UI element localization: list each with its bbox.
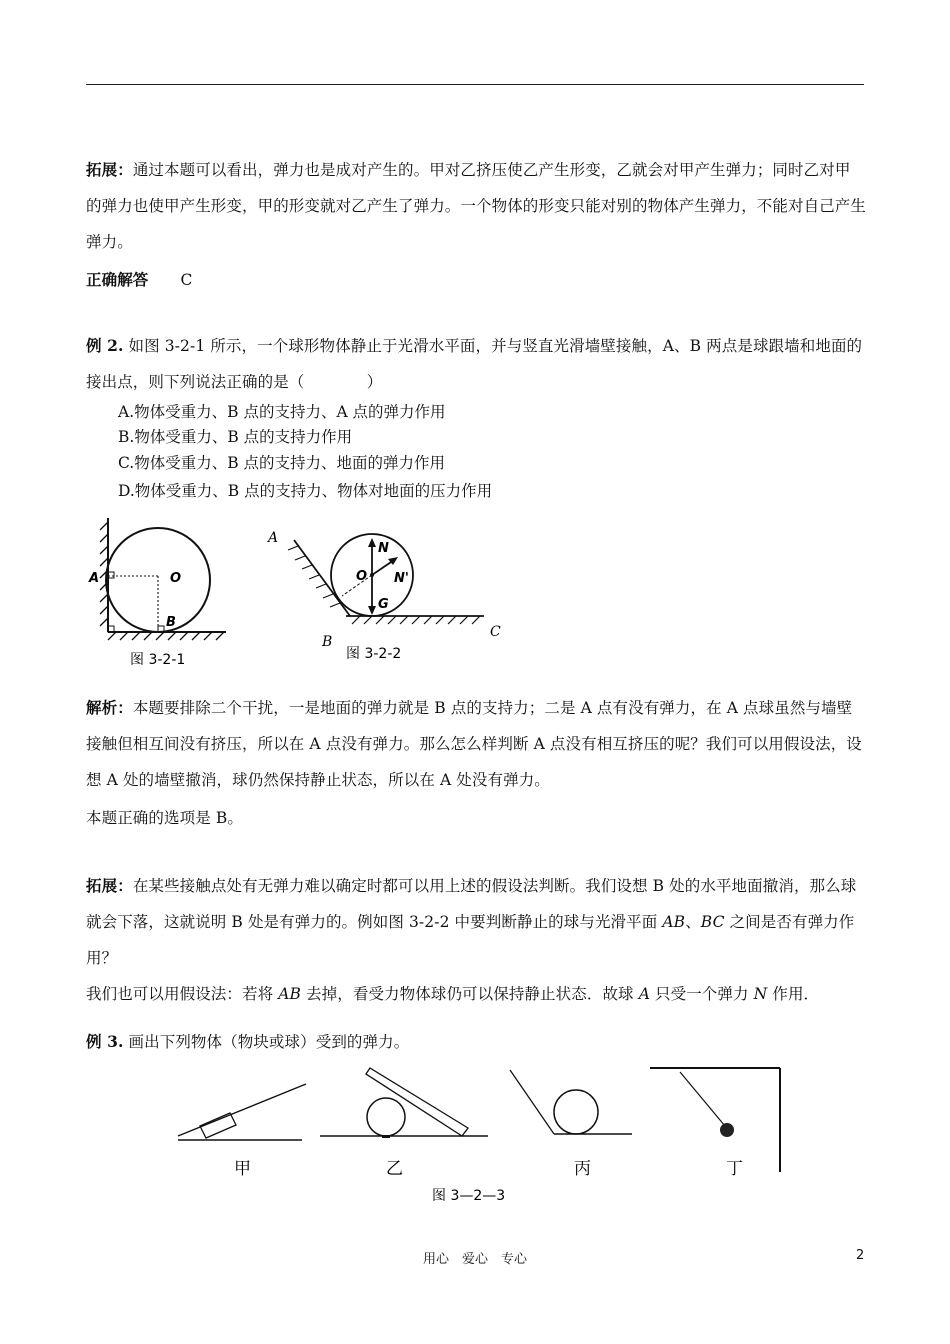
- line2-text-c: 只受一个弹力: [649, 985, 754, 1003]
- line2-ab: AB: [278, 985, 302, 1003]
- example-2-text: 如图 3-2-1 所示，一个球形物体静止于光滑水平面，并与竖直光滑墙壁接触，A、B 两点是球跟墙和地面的接出点，则下列说法正确的是（ ）: [86, 337, 863, 391]
- label-bing: 丙: [574, 1159, 591, 1179]
- example-3-label: 例 3.: [86, 1032, 124, 1051]
- line2-a: A: [638, 985, 650, 1003]
- example-3-stem: [86, 1024, 866, 1060]
- figure-3-2-1-drawing: [86, 508, 236, 673]
- figure-3-2-2: [262, 518, 512, 668]
- line2-text-b: 去掉，看受力物体球仍可以保持静止状态．故球: [301, 985, 639, 1003]
- answer-label: 正确解答: [86, 270, 149, 289]
- example-2-label: 例 2.: [86, 336, 124, 355]
- line2-text-d: 作用．: [767, 985, 820, 1003]
- label-ding: 丁: [726, 1159, 743, 1179]
- analysis-label: 解析：: [86, 698, 133, 717]
- figure-3-2-1: [86, 508, 236, 673]
- analysis-conclusion: 本题正确的选项是 B。: [86, 809, 243, 827]
- extension-label: 拓展：: [86, 160, 133, 179]
- option-a: A.物体受重力、B 点的支持力、A 点的弹力作用: [118, 403, 446, 421]
- analysis-paragraph: [86, 690, 866, 798]
- figure-3-2-1-caption: 图 3-2-1: [130, 652, 186, 668]
- option-d: D.物体受重力、B 点的支持力、物体对地面的压力作用: [118, 482, 493, 500]
- label-o: O: [356, 569, 368, 584]
- extension-2-text-a: 在某些接触点处有无弹力难以确定时都可以用上述的假设法判断。我们设想 B 处的水平地面撤消，那么球就会下落，这就说明 B 处是有弹力的。例如图 3-2-2 中要判断静止的球与光滑平面: [86, 877, 857, 931]
- line2-n: N: [753, 985, 768, 1003]
- extension-2-text-b: 之间是否有弹力作用？: [86, 913, 855, 967]
- segment-bc: BC: [700, 913, 725, 931]
- extension-paragraph-1: [86, 152, 866, 260]
- option-c: C.物体受重力、B 点的支持力、地面的弹力作用: [118, 454, 446, 472]
- line2-text-a: 我们也可以用假设法：若将: [86, 985, 279, 1003]
- extension-paragraph-2: [86, 868, 866, 976]
- label-b: B: [166, 615, 176, 630]
- segment-ab: AB: [662, 913, 686, 931]
- label-b: B: [322, 634, 333, 650]
- extension-paragraph-2-line-2: [86, 976, 866, 1012]
- figure-3-2-3-caption: 图 3—2—3: [432, 1188, 506, 1204]
- label-yi: 乙: [386, 1159, 403, 1179]
- option-b: B.物体受重力、B 点的支持力作用: [118, 428, 353, 446]
- extension-2-label: 拓展：: [86, 876, 133, 895]
- separator: 、: [685, 913, 701, 931]
- label-g: G: [378, 597, 389, 612]
- figure-3-2-2-drawing: [262, 518, 512, 668]
- figure-3-2-3: [170, 1062, 790, 1212]
- page-number: 2: [856, 1248, 865, 1263]
- correct-answer: [86, 262, 866, 298]
- example-3-text: 画出下列物体（物块或球）受到的弹力。: [128, 1033, 410, 1051]
- label-n: N: [378, 541, 389, 556]
- label-jia: 甲: [234, 1159, 251, 1179]
- header-rule: [86, 84, 864, 85]
- example-2-stem: [86, 328, 866, 400]
- extension-text: 通过本题可以看出，弹力也是成对产生的。甲对乙挤压使乙产生形变，乙就会对甲产生弹力；同时乙对甲的弹力也使甲产生形变，甲的形变就对乙产生了弹力。一个物体的形变只能对别的物体产生弹力，不能对自己产生弹力。: [86, 161, 867, 251]
- label-c: C: [490, 624, 501, 640]
- answer-value: C: [180, 271, 193, 289]
- label-a: A: [268, 530, 279, 546]
- analysis-text: 本题要排除二个干扰，一是地面的弹力就是 B 点的支持力；二是 A 点有没有弹力，在 A 点球虽然与墙壁接触但相互间没有挤压，所以在 A 点没有弹力。那么怎么样判断 A 点没有相互挤压的呢？我们可以用假设法，设想 A 处的墙壁撤消，球仍然保持静止状态，所以在 A 处没有弹力。: [86, 699, 862, 789]
- label-n-prime: N': [394, 571, 409, 586]
- figure-3-2-2-caption: 图 3-2-2: [346, 646, 402, 662]
- label-a: A: [89, 571, 100, 586]
- label-o: O: [170, 571, 182, 586]
- figure-3-2-3-drawing: [170, 1062, 790, 1212]
- footer-text: 用心 爱心 专心: [422, 1252, 527, 1267]
